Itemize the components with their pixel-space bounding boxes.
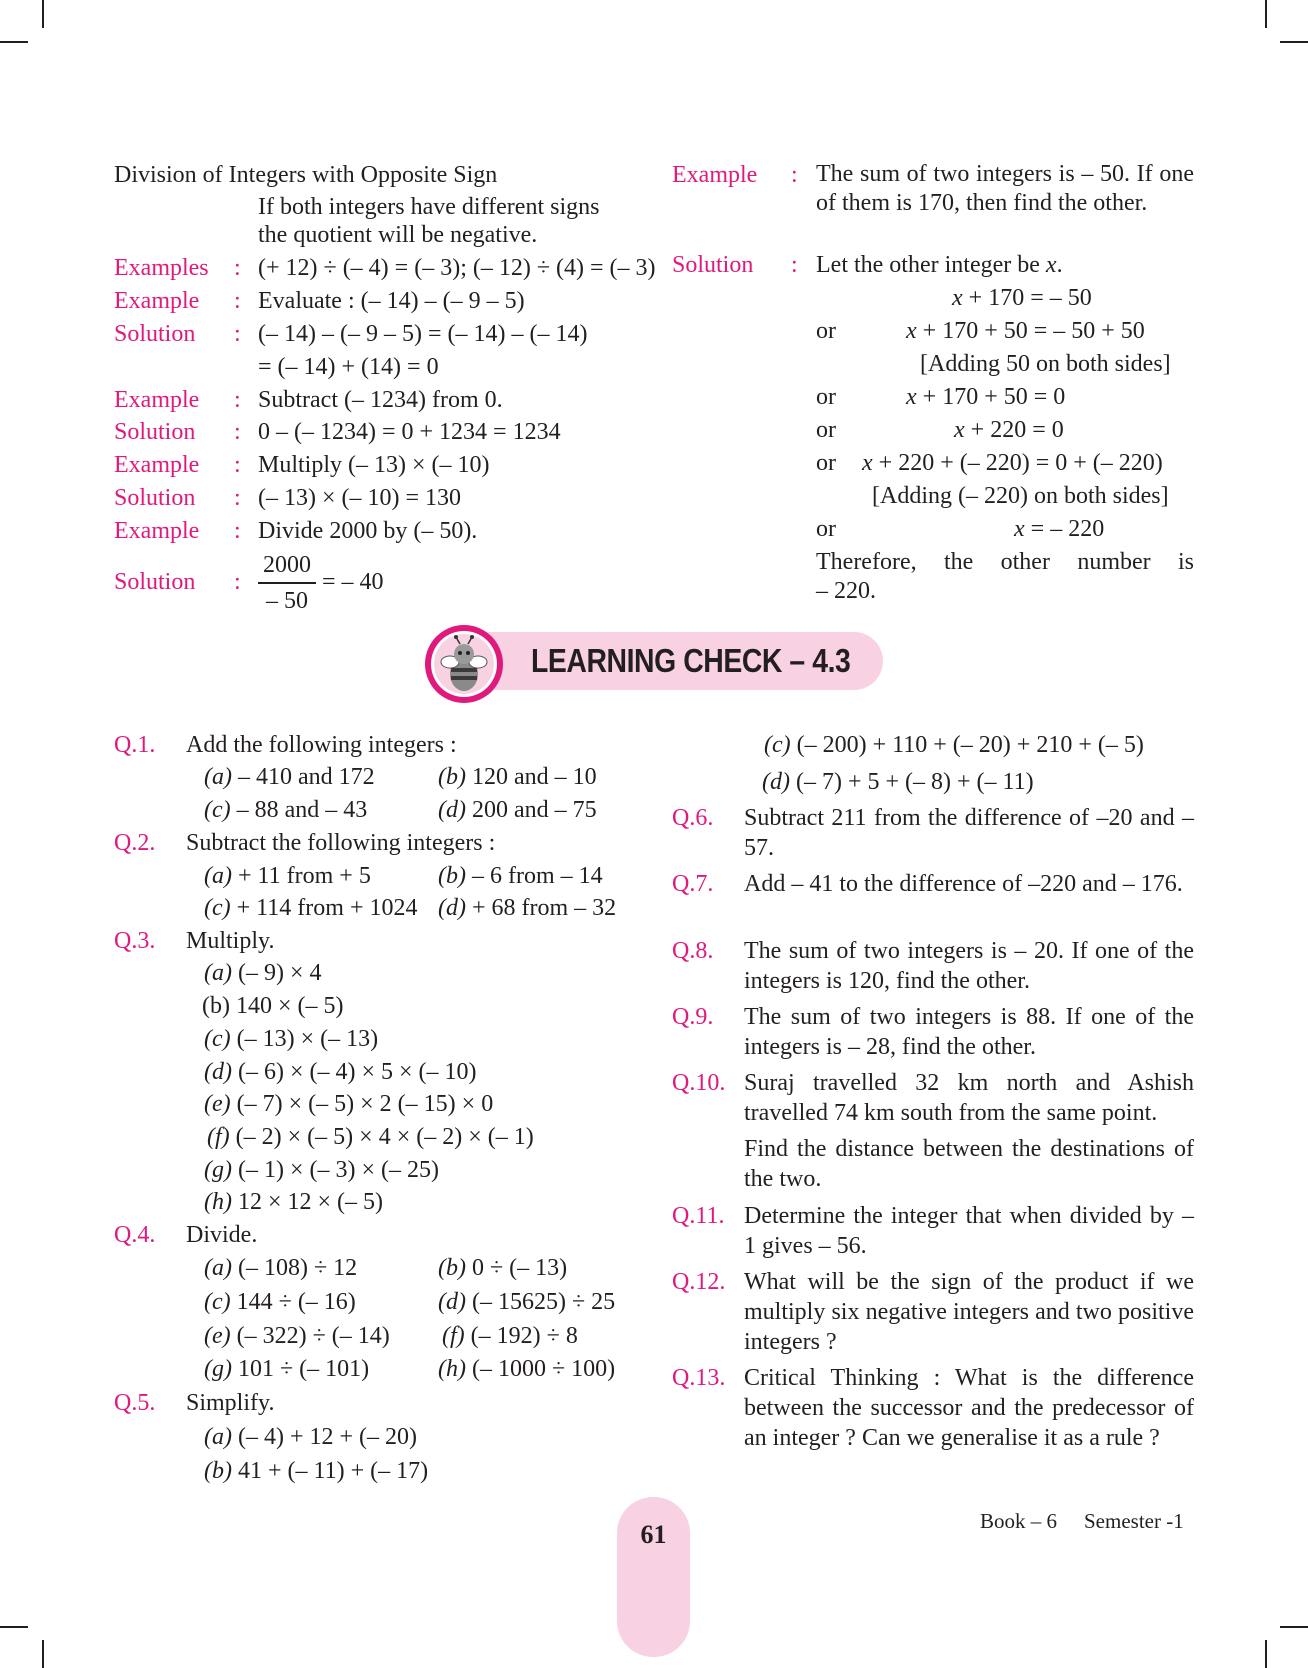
option-text: – 88 and – 43: [230, 797, 368, 823]
option-label: (a): [204, 960, 232, 986]
solution-text: (– 14) – (– 9 – 5) = (– 14) – (– 14): [258, 321, 588, 347]
example-text: Subtract (– 1234) from 0.: [258, 387, 503, 413]
option-text: (– 7) × (– 5) × 2 (– 15) × 0: [230, 1091, 494, 1117]
option: [204, 893, 417, 923]
option: [442, 1321, 578, 1351]
option-label: (b): [204, 1458, 232, 1484]
learning-check-title: LEARNING CHECK – 4.3: [531, 642, 851, 679]
option-text: (– 9) × 4: [231, 960, 322, 986]
option-text: (– 322) ÷ (– 14): [230, 1323, 390, 1349]
option-text: 200 and – 75: [465, 797, 597, 823]
or-label: or: [816, 417, 836, 443]
variable: x: [1045, 252, 1057, 278]
option: [438, 861, 603, 891]
option-label: (c): [764, 732, 791, 758]
equation-step: [952, 283, 1092, 313]
option-text: 41 + (– 11) + (– 17): [231, 1458, 429, 1484]
option: [204, 1354, 369, 1384]
colon: :: [234, 387, 241, 413]
option-label: (c): [204, 797, 231, 823]
option-label: (g): [204, 1157, 232, 1183]
crop-mark: [42, 0, 44, 28]
bee-mascot-icon: [424, 624, 504, 704]
option-text: + 68 from – 32: [465, 895, 617, 921]
option-label: (c): [204, 1289, 231, 1315]
rule-text: If both integers have different signs: [258, 194, 600, 220]
option: [204, 1253, 357, 1283]
question-number: Q.11.: [672, 1203, 725, 1229]
option-text: (– 7) + 5 + (– 8) + (– 11): [789, 769, 1034, 795]
crop-mark: [0, 1626, 28, 1628]
solution-label: Solution: [672, 252, 754, 278]
colon: :: [791, 162, 798, 188]
option: [204, 795, 367, 825]
option-label: (d): [204, 1059, 232, 1085]
fraction-numerator: 2000: [263, 552, 311, 578]
semester-label: Semester -1: [1084, 1509, 1184, 1533]
equation-text: + 170 = – 50: [962, 285, 1092, 311]
example-label: Example: [672, 162, 758, 188]
colon: :: [234, 452, 241, 478]
question-number: Q.4.: [114, 1222, 156, 1248]
option: [204, 762, 375, 792]
option: [204, 1024, 378, 1054]
fraction-denominator: – 50: [266, 587, 308, 614]
colon: :: [234, 321, 241, 347]
colon: :: [234, 255, 241, 281]
crop-mark: [42, 1640, 44, 1668]
question-number: Q.2.: [114, 830, 156, 856]
example-label: Examples: [114, 255, 209, 281]
crop-mark: [1265, 1640, 1267, 1668]
question-text: The sum of two integers is 88. If one of the integers is – 28, find the other.: [744, 1004, 1194, 1060]
fraction-bar: [258, 582, 316, 584]
option-text: (– 108) ÷ 12: [231, 1255, 358, 1281]
question-text: Suraj travelled 32 km north and Ashish travelled 74 km south from the same point.: [744, 1070, 1194, 1126]
option: [438, 1253, 567, 1283]
fraction: [258, 550, 316, 616]
example-label: Example: [114, 452, 200, 478]
option: [204, 1456, 428, 1486]
conclusion-text: – 220.: [816, 578, 876, 604]
option-text: 101 ÷ (– 101): [231, 1356, 370, 1382]
colon: :: [234, 485, 241, 511]
question-text: Subtract the following integers :: [186, 830, 496, 856]
equation-step: [906, 316, 1145, 346]
option-text: (– 4) + 12 + (– 20): [231, 1424, 418, 1450]
option-text: (– 6) × (– 4) × 5 × (– 10): [231, 1059, 477, 1085]
solution-text: = – 40: [322, 569, 384, 595]
option-label: (d): [438, 1289, 466, 1315]
variable: x: [1014, 516, 1025, 542]
solution-label: Solution: [114, 419, 196, 445]
solution-label: Solution: [114, 485, 196, 511]
option-label: (f): [442, 1323, 465, 1349]
equation-text: + 170 + 50 = – 50 + 50: [916, 318, 1145, 344]
option-text: + 114 from + 1024: [230, 895, 418, 921]
option-text: (– 192) ÷ 8: [464, 1323, 578, 1349]
colon: :: [791, 252, 798, 278]
variable: x: [906, 318, 917, 344]
question-text: Critical Thinking : What is the difference between the successor and the predecessor of an integer ? Can we generalise it as a rule ?: [744, 1365, 1194, 1451]
question-text: Determine the integer that when divided by – 1 gives – 56.: [744, 1203, 1194, 1259]
option: [438, 795, 597, 825]
question-text: Add – 41 to the difference of –220 and – 176.: [744, 871, 1183, 897]
crop-mark: [1280, 1626, 1308, 1628]
option-label: (c): [204, 1026, 231, 1052]
solution-intro-text: Let the other integer be: [816, 252, 1046, 278]
option-label: (h): [204, 1189, 232, 1215]
colon: :: [234, 518, 241, 544]
question-text: Multiply.: [186, 928, 275, 954]
solution-label: Solution: [114, 321, 196, 347]
example-label: Example: [114, 387, 200, 413]
option-text: 120 and – 10: [465, 764, 597, 790]
example-text: The sum of two integers is – 50. If one of them is 170, then find the other.: [816, 161, 1194, 216]
option: [204, 1089, 493, 1119]
or-label: or: [816, 318, 836, 344]
option-label: (a): [204, 863, 232, 889]
option-text: + 11 from + 5: [231, 863, 371, 889]
option-label: (e): [204, 1323, 231, 1349]
colon: :: [234, 288, 241, 314]
question-number: Q.1.: [114, 732, 156, 758]
question-text: Divide.: [186, 1222, 258, 1248]
option-text: (– 1000 ÷ 100): [465, 1356, 616, 1382]
question-text: Subtract 211 from the difference of –20 and –57.: [744, 805, 1194, 861]
option-label: (a): [204, 1424, 232, 1450]
conclusion-text: Therefore, the other number is: [816, 549, 1194, 575]
colon: :: [234, 569, 241, 595]
option: [438, 762, 597, 792]
question-number: Q.3.: [114, 928, 156, 954]
option-label: (b): [438, 764, 466, 790]
solution-text: (– 13) × (– 10) = 130: [258, 485, 462, 511]
question-number: Q.10.: [672, 1070, 726, 1096]
option-text: – 6 from – 14: [465, 863, 603, 889]
rule-text: the quotient will be negative.: [258, 222, 538, 248]
option-label: (e): [204, 1091, 231, 1117]
crop-mark: [1280, 41, 1308, 43]
or-label: or: [816, 516, 836, 542]
equation-text: = – 220: [1024, 516, 1105, 542]
question-number: Q.6.: [672, 805, 714, 831]
option: [204, 1422, 417, 1452]
option: [204, 1155, 439, 1185]
option: [438, 1354, 615, 1384]
question-number: Q.8.: [672, 938, 714, 964]
option-label: (d): [762, 769, 790, 795]
solution-text: = (– 14) + (14) = 0: [258, 354, 439, 380]
option: (b) 140 × (– 5): [202, 993, 344, 1019]
option: [204, 1321, 390, 1351]
equation-note: [Adding (– 220) on both sides]: [872, 483, 1169, 509]
question-text: What will be the sign of the product if we multiply six negative integers and two positive integers ?: [744, 1269, 1194, 1355]
example-label: Example: [114, 288, 200, 314]
solution-label: Solution: [114, 569, 196, 595]
question-number: Q.9.: [672, 1004, 714, 1030]
option: [764, 730, 1144, 760]
book-label: Book – 6: [980, 1509, 1058, 1533]
option: [204, 1187, 383, 1217]
solution-intro: [816, 250, 1063, 280]
question-number: Q.7.: [672, 871, 714, 897]
equation-step: [1014, 514, 1104, 544]
option-label: (g): [204, 1356, 232, 1382]
equation-text: + 220 + (– 220) = 0 + (– 220): [872, 450, 1163, 476]
option-text: (– 15625) ÷ 25: [465, 1289, 616, 1315]
option: [438, 893, 616, 923]
crop-mark: [1265, 0, 1267, 28]
option-text: (– 1) × (– 3) × (– 25): [231, 1157, 440, 1183]
example-text: Multiply (– 13) × (– 10): [258, 452, 490, 478]
example-text: Evaluate : (– 14) – (– 9 – 5): [258, 288, 525, 314]
crop-mark: [0, 41, 28, 43]
variable: x: [906, 384, 917, 410]
option: [204, 861, 371, 891]
equation-text: + 220 = 0: [964, 417, 1064, 443]
variable: x: [862, 450, 873, 476]
question-number: Q.12.: [672, 1269, 726, 1295]
option-label: (f): [207, 1124, 230, 1150]
option-text: 0 ÷ (– 13): [465, 1255, 568, 1281]
question-number: Q.5.: [114, 1390, 156, 1416]
option-text: (– 200) + 110 + (– 20) + 210 + (– 5): [790, 732, 1144, 758]
or-label: or: [816, 450, 836, 476]
question-text: Add the following integers :: [186, 732, 457, 758]
option: [204, 1057, 477, 1087]
variable: x: [952, 285, 963, 311]
question-text: Find the distance between the destinations of the two.: [744, 1136, 1194, 1192]
question-text: The sum of two integers is – 20. If one of the integers is 120, find the other.: [744, 938, 1194, 994]
option: [204, 1287, 356, 1317]
option-text: 144 ÷ (– 16): [230, 1289, 356, 1315]
option-label: (d): [438, 895, 466, 921]
option-label: (b): [438, 863, 466, 889]
option: [762, 767, 1034, 797]
question-number: Q.13.: [672, 1365, 726, 1391]
option-label: (a): [204, 764, 232, 790]
example-label: Example: [114, 518, 200, 544]
page-number: 61: [640, 1520, 667, 1549]
option-label: (d): [438, 797, 466, 823]
option-text: (– 13) × (– 13): [230, 1026, 379, 1052]
equation-note: [Adding 50 on both sides]: [920, 351, 1171, 377]
equation-step: [954, 415, 1064, 445]
equation-step: [906, 382, 1065, 412]
option-label: (b): [438, 1255, 466, 1281]
period: .: [1056, 252, 1063, 278]
solution-text: 0 – (– 1234) = 0 + 1234 = 1234: [258, 419, 561, 445]
example-text: Divide 2000 by (– 50).: [258, 518, 478, 544]
equation-step: [862, 448, 1163, 478]
variable: x: [954, 417, 965, 443]
option: [204, 958, 322, 988]
option-label: (c): [204, 895, 231, 921]
equation-text: + 170 + 50 = 0: [916, 384, 1066, 410]
option-text: 12 × 12 × (– 5): [231, 1189, 384, 1215]
option: [438, 1287, 615, 1317]
question-text: Simplify.: [186, 1390, 275, 1416]
or-label: or: [816, 384, 836, 410]
option-text: (– 2) × (– 5) × 4 × (– 2) × (– 1): [229, 1124, 534, 1150]
option-label: (h): [438, 1356, 466, 1382]
section-heading: Division of Integers with Opposite Sign: [114, 162, 498, 188]
option-label: (a): [204, 1255, 232, 1281]
example-text: (+ 12) ÷ (– 4) = (– 3); (– 12) ÷ (4) = (– 3): [258, 255, 656, 281]
colon: :: [234, 419, 241, 445]
option: [207, 1122, 534, 1152]
option-text: – 410 and 172: [231, 764, 375, 790]
